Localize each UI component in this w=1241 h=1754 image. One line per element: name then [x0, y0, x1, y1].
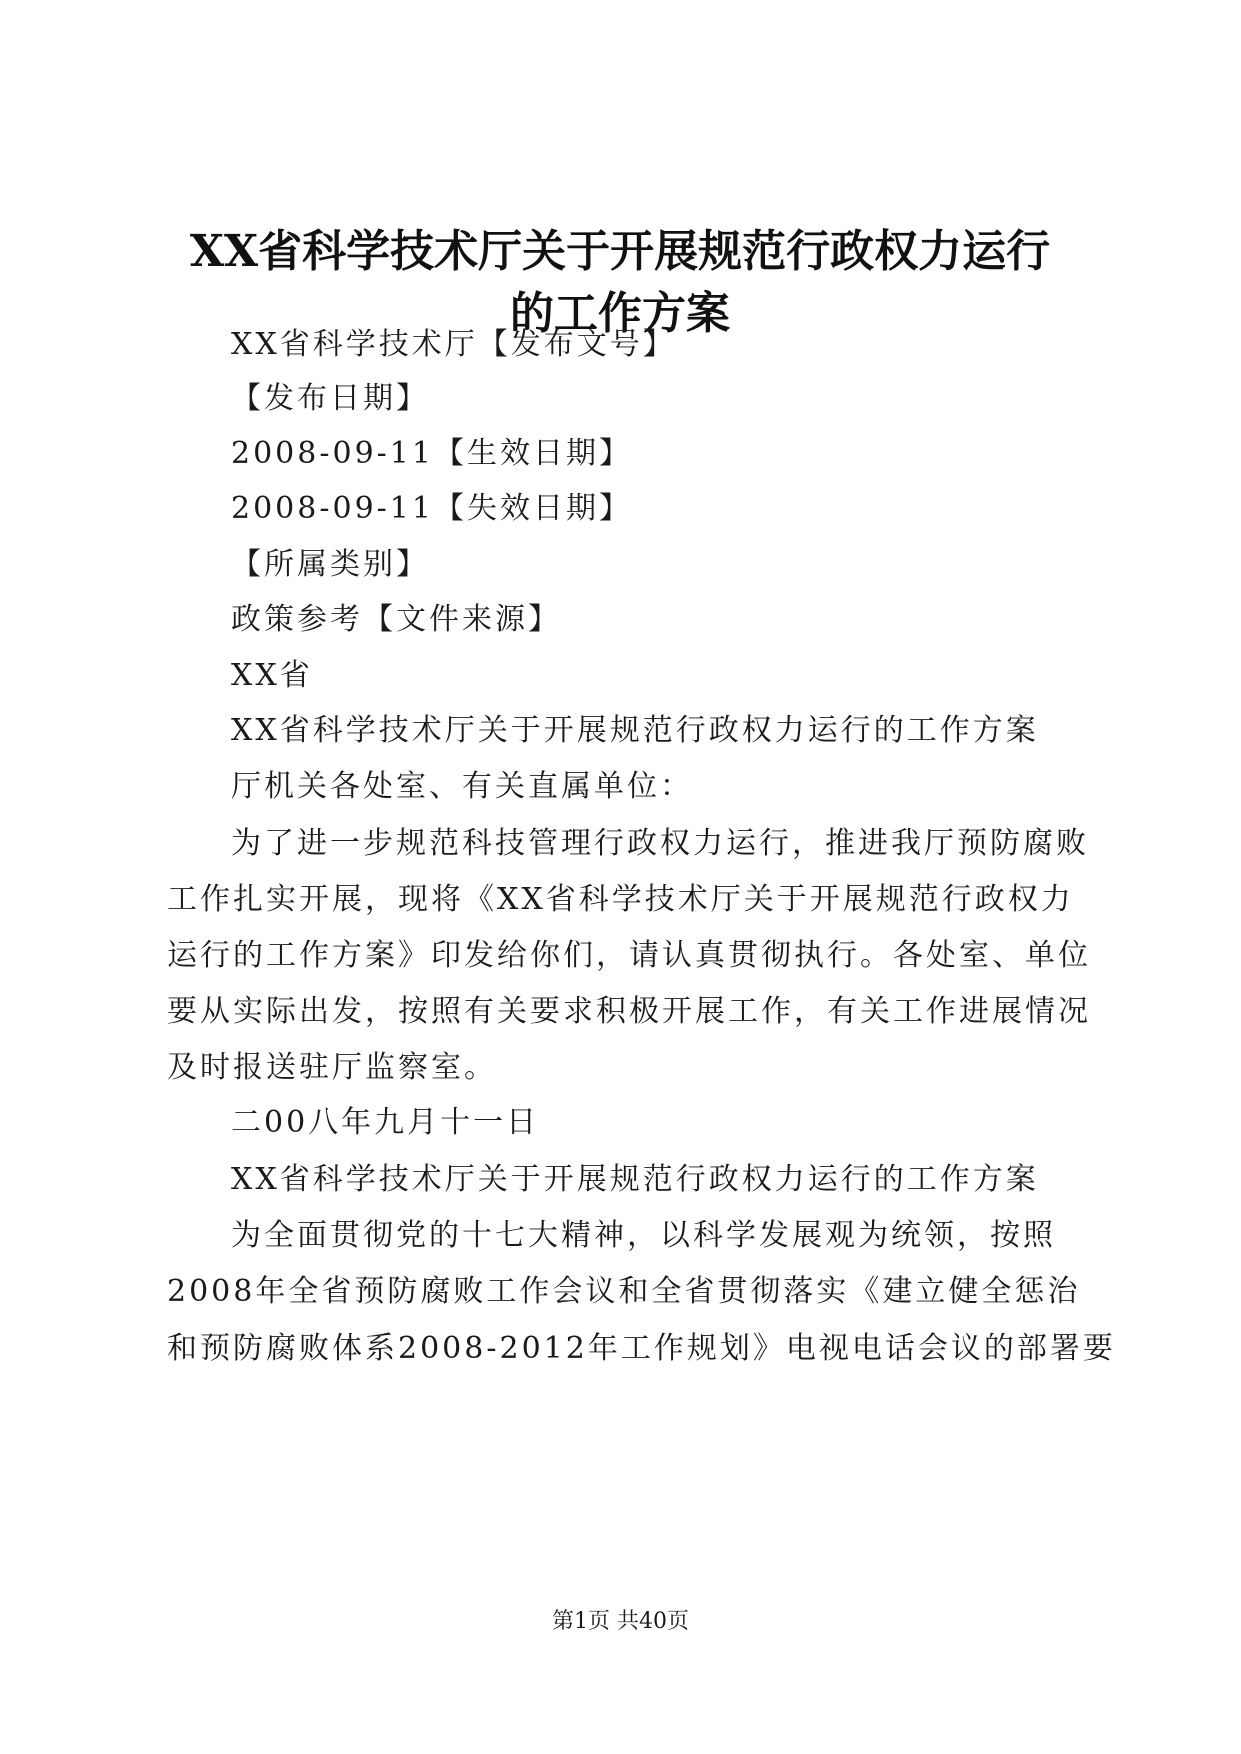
date-line: 二00八年九月十一日 — [231, 1105, 540, 1140]
meta-line-category: 【所属类别】 — [231, 547, 429, 582]
paragraph-2-line: 2008年全省预防腐败工作会议和全省贯彻落实《建立健全惩治 — [167, 1274, 1081, 1309]
meta-line-issuer: XX省科学技术厅【发布文号】 — [231, 327, 676, 362]
meta-line-province: XX省 — [231, 658, 313, 693]
salutation: 厅机关各处室、有关直属单位： — [231, 769, 693, 804]
meta-line-publish-date: 【发布日期】 — [231, 381, 429, 416]
document-title-line-1: XX省科学技术厅关于开展规范行政权力运行 — [189, 226, 1051, 277]
paragraph-1-line: 为了进一步规范科技管理行政权力运行，推进我厅预防腐败 — [231, 826, 1089, 861]
paragraph-2-line: 为全面贯彻党的十七大精神，以科学发展观为统领，按照 — [231, 1218, 1056, 1253]
paragraph-1-line: 及时报送驻厅监察室。 — [167, 1050, 497, 1085]
meta-line-effective-date: 2008-09-11【生效日期】 — [231, 436, 632, 471]
meta-line-expiry-date: 2008-09-11【失效日期】 — [231, 491, 632, 526]
paragraph-2-line: 和预防腐败体系2008-2012年工作规划》电视电话会议的部署要 — [167, 1331, 1116, 1366]
paragraph-1-line: 运行的工作方案》印发给你们，请认真贯彻执行。各处室、单位 — [167, 938, 1091, 973]
plan-subtitle: XX省科学技术厅关于开展规范行政权力运行的工作方案 — [231, 1162, 1039, 1197]
meta-line-source: 政策参考【文件来源】 — [231, 602, 561, 637]
document-title-line-2: 的工作方案 — [510, 288, 730, 339]
notice-title: XX省科学技术厅关于开展规范行政权力运行的工作方案 — [231, 713, 1039, 748]
page-footer: 第1页 共40页 — [552, 1609, 689, 1634]
paragraph-1-line: 要从实际出发，按照有关要求积极开展工作，有关工作进展情况 — [167, 994, 1091, 1029]
paragraph-1-line: 工作扎实开展，现将《XX省科学技术厅关于开展规范行政权力 — [167, 882, 1074, 917]
